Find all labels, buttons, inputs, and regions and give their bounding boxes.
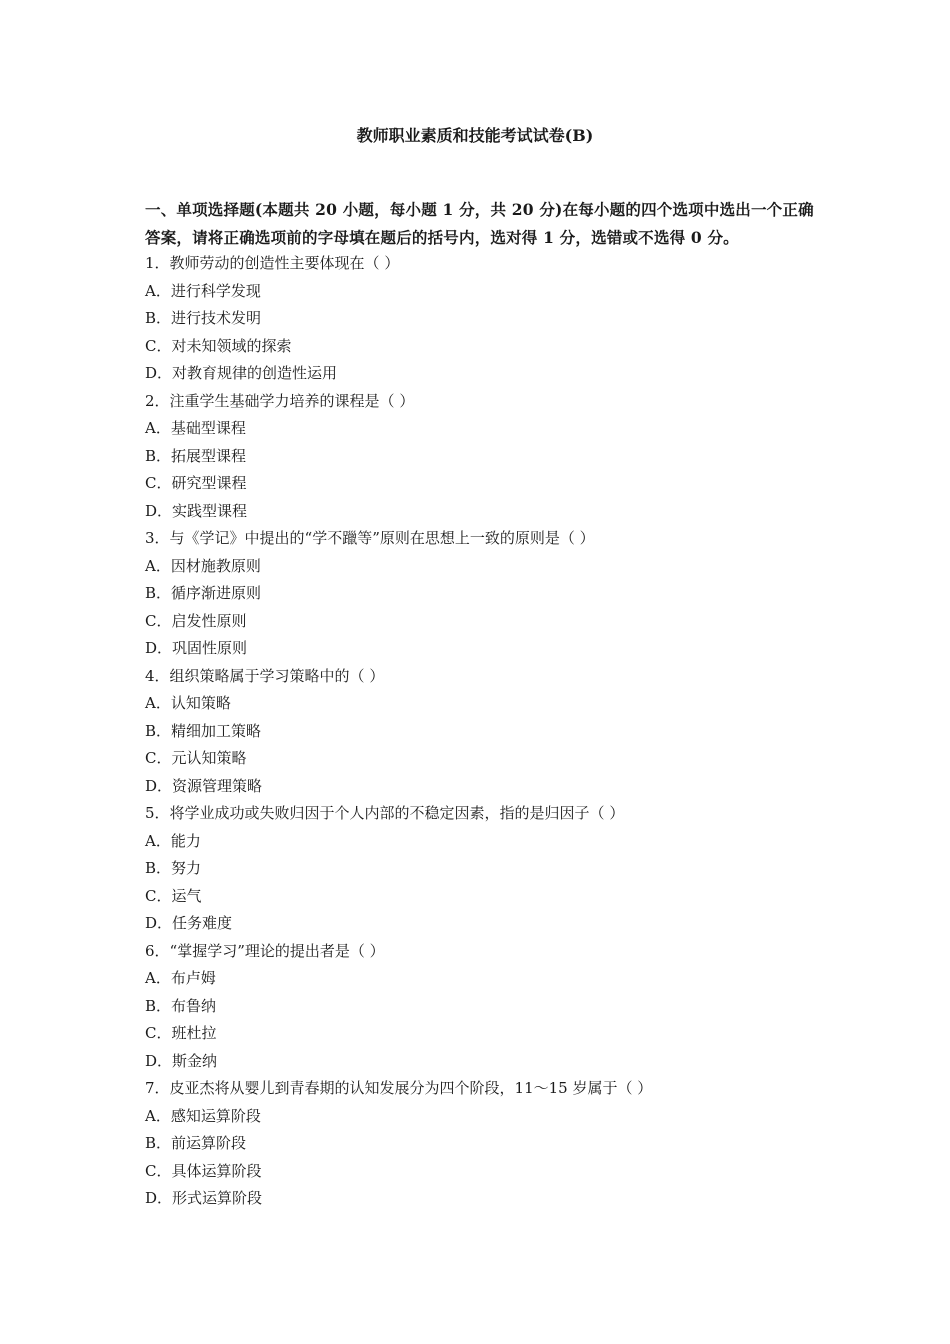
option-a: A．感知运算阶段 — [145, 1106, 261, 1125]
option-c: C．研究型课程 — [145, 474, 247, 492]
option-d: D．资源管理策略 — [145, 776, 263, 795]
option-d: D．实践型课程 — [145, 501, 248, 520]
option-c: C．具体运算阶段 — [145, 1161, 262, 1180]
question-stem: 1．教师劳动的创造性主要体现在（ ） — [145, 254, 400, 272]
option-d: D．巩固性原则 — [145, 639, 248, 657]
option-a: A．进行科学发现 — [145, 281, 261, 300]
option-a: A．认知策略 — [145, 694, 231, 712]
option-b: B．努力 — [145, 859, 202, 877]
option-d: D．斯金纳 — [145, 1051, 218, 1070]
option-c: C．元认知策略 — [145, 749, 247, 767]
option-c: C．对未知领域的探索 — [145, 336, 292, 355]
option-d: D．任务难度 — [145, 914, 233, 932]
question-stem: 5．将学业成功或失败归因于个人内部的不稳定因素，指的是归因子（ ） — [145, 804, 625, 822]
option-c: C．启发性原则 — [145, 611, 247, 630]
document-title: 教师职业素质和技能考试试卷(B) — [356, 126, 594, 145]
option-a: A．布卢姆 — [145, 969, 216, 987]
question-stem: 2．注重学生基础学力培养的课程是（ ） — [145, 391, 415, 410]
option-b: B．布鲁纳 — [145, 996, 217, 1015]
option-d: D．对教育规律的创造性运用 — [145, 364, 338, 382]
option-a: A．基础型课程 — [145, 419, 246, 437]
option-b: B．进行技术发明 — [145, 309, 262, 327]
option-b: B．前运算阶段 — [145, 1134, 247, 1152]
question-list — [145, 250, 815, 1213]
question-stem: 4．组织策略属于学习策略中的（ ） — [145, 666, 385, 685]
option-d: D．形式运算阶段 — [145, 1189, 263, 1207]
section-heading: 一、单项选择题(本题共 20 小题，每小题 1 分，共 20 分)在每小题的四个选项中选出一个正确答案，请将正确选项前的字母填在题后的括号内，选对得 1 分，选错或不选得 0 分。 — [145, 200, 814, 247]
question-stem: 6．“掌握学习”理论的提出者是（ ） — [145, 941, 385, 960]
option-b: B．循序渐进原则 — [145, 584, 262, 602]
option-a: A．能力 — [145, 831, 201, 850]
question-stem: 7．皮亚杰将从婴儿到青春期的认知发展分为四个阶段，11～15 岁属于（ ） — [145, 1079, 653, 1097]
question-stem: 3．与《学记》中提出的“学不躐等”原则在思想上一致的原则是（ ） — [145, 529, 595, 547]
option-a: A．因材施教原则 — [145, 556, 261, 575]
option-c: C．班杜拉 — [145, 1024, 217, 1042]
option-c: C．运气 — [145, 886, 202, 905]
option-b: B．拓展型课程 — [145, 446, 247, 465]
option-b: B．精细加工策略 — [145, 721, 262, 740]
